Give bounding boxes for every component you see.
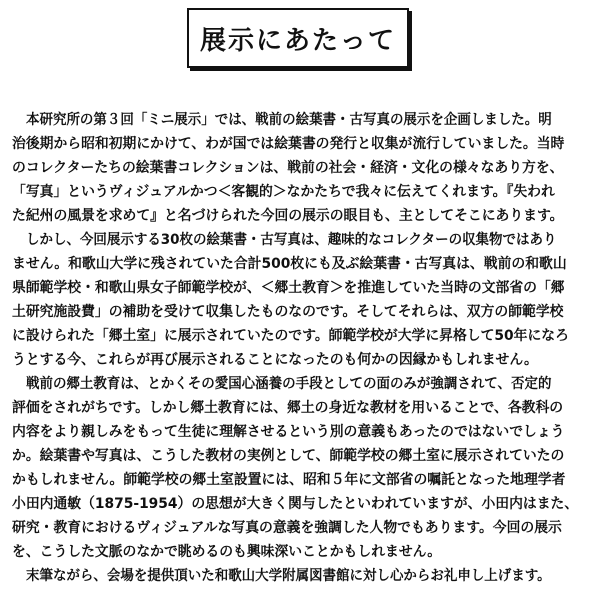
text-line: 戦前の郷土教育は、とかくその愛国心涵養の手段としての面のみが強調されて、否定的 — [26, 376, 552, 392]
text-line: 内容をより親しみをもって生徒に理解させるという別の意義もあったのではないでしょう — [12, 424, 565, 440]
text-line: か。絵葉書や写真は、こうした教材の実例として、師範学校の郷土室に展示されていたの — [12, 448, 565, 464]
text-line: た紀州の風景を求めて』と名づけられた今回の展示の眼目も、主としてそこにあります。 — [12, 208, 564, 224]
text-line: 本研究所の第３回「ミニ展示」では、戦前の絵葉書・古写真の展示を企画しました。明 — [26, 112, 552, 128]
text-line: うとする今、これらが再び展示されることになったのも何かの因縁かもしれません。 — [12, 352, 538, 368]
text-line: 土研究施設費」の補助を受けて収集したものなのです。そしてそれらは、双方の師範学校 — [12, 304, 564, 320]
text-line: を、こうした文脈のなかで眺めるのも興味深いことかもしれません。 — [12, 544, 442, 560]
text-line: 小田内通敏（1875-1954）の思想が大きく関与したといわれていますが、小田内はまた、 — [12, 496, 579, 512]
text-line: のコレクターたちの絵葉書コレクションは、戦前の社会・経済・文化の様々なあり方を、 — [12, 160, 564, 176]
text-line: に設けられた「郷土室」に展示されていたのです。師範学校が大学に昇格して50年になろ — [12, 328, 569, 344]
text-line: 県師範学校・和歌山県女子師範学校が、＜郷土教育＞を推進していた当時の文部省の「郷 — [12, 280, 565, 296]
text-line: 治後期から昭和初期にかけて、わが国では絵葉書の発行と収集が流行していました。当時 — [12, 136, 565, 152]
text-line: 「写真」というヴィジュアルかつ＜客観的＞なかたちで我々に伝えてくれます。『失われ — [12, 184, 555, 200]
page-title: 展示にあたって — [199, 25, 396, 56]
title-box — [187, 8, 409, 68]
text-line: かもしれません。師範学校の郷土室設置には、昭和５年に文部省の嘱託となった地理学者 — [12, 472, 566, 488]
text-line: 末筆ながら、会場を提供頂いた和歌山大学附属図書館に対し心からお礼申し上げます。 — [26, 568, 551, 584]
text-line: しかし、今回展示する30枚の絵葉書・古写真は、趣味的なコレクターの収集物ではあり — [26, 232, 557, 248]
text-line: 研究・教育におけるヴィジュアルな写真の意義を強調した人物でもあります。今回の展示 — [12, 520, 562, 536]
text-line: ません。和歌山大学に残されていた合計500枚にも及ぶ絵葉書・古写真は、戦前の和歌山 — [12, 256, 567, 272]
text-line: 評価をされがちです。しかし郷土教育には、郷土の身近な教材を用いることで、各教科の — [12, 400, 564, 416]
